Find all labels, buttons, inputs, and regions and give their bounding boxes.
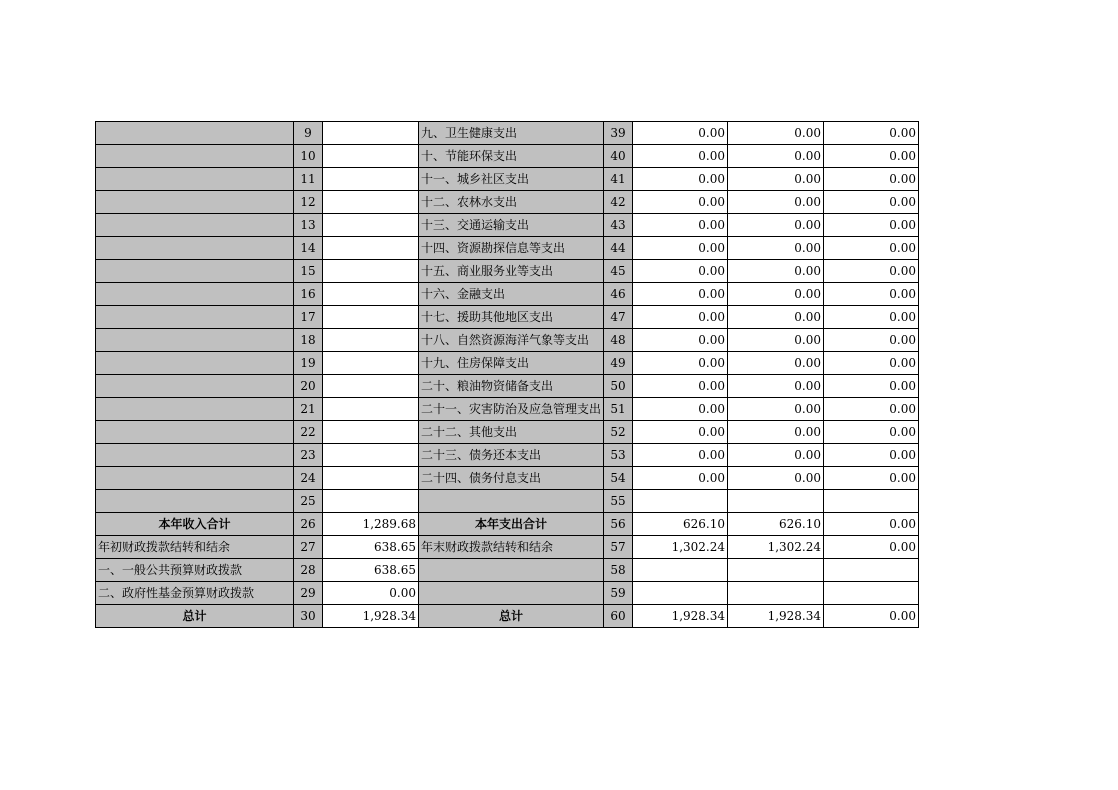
income-amount-cell: [323, 168, 419, 191]
income-amount-cell: 0.00: [323, 582, 419, 605]
expense-item-cell: 十六、金融支出: [419, 283, 604, 306]
expense-basic-cell: 1,928.34: [728, 605, 824, 628]
income-item-cell: [96, 375, 294, 398]
expense-project-cell: 0.00: [824, 513, 919, 536]
expense-item-cell: [419, 559, 604, 582]
expense-item-cell: 十九、住房保障支出: [419, 352, 604, 375]
expense-project-cell: 0.00: [824, 421, 919, 444]
income-item-cell: 年初财政拨款结转和结余: [96, 536, 294, 559]
income-amount-cell: [323, 145, 419, 168]
expense-row-number-cell: 40: [604, 145, 633, 168]
income-amount-cell: 638.65: [323, 536, 419, 559]
expense-row-number-cell: 43: [604, 214, 633, 237]
income-row-number-cell: 15: [294, 260, 323, 283]
expense-basic-cell: 0.00: [728, 467, 824, 490]
expense-project-cell: 0.00: [824, 467, 919, 490]
income-row-number-cell: 28: [294, 559, 323, 582]
income-amount-cell: [323, 214, 419, 237]
expense-project-cell: [824, 582, 919, 605]
expense-basic-cell: 0.00: [728, 444, 824, 467]
table-row: [96, 467, 919, 490]
expense-total-cell: 1,302.24: [633, 536, 728, 559]
income-item-cell: [96, 191, 294, 214]
table-row: [96, 444, 919, 467]
expense-project-cell: 0.00: [824, 122, 919, 145]
expense-item-cell: [419, 582, 604, 605]
expense-row-number-cell: 59: [604, 582, 633, 605]
expense-row-number-cell: 47: [604, 306, 633, 329]
expense-item-cell: 二十三、债务还本支出: [419, 444, 604, 467]
expense-row-number-cell: 44: [604, 237, 633, 260]
income-item-cell: [96, 421, 294, 444]
expense-item-cell: 年末财政拨款结转和结余: [419, 536, 604, 559]
income-amount-cell: [323, 237, 419, 260]
expense-total-cell: 0.00: [633, 467, 728, 490]
budget-table-body: [96, 122, 919, 628]
expense-row-number-cell: 51: [604, 398, 633, 421]
table-row: [96, 168, 919, 191]
income-amount-cell: [323, 191, 419, 214]
income-amount-cell: [323, 306, 419, 329]
income-item-cell: [96, 214, 294, 237]
expense-item-cell: 十三、交通运输支出: [419, 214, 604, 237]
income-amount-cell: [323, 352, 419, 375]
income-amount-cell: [323, 467, 419, 490]
expense-row-number-cell: 48: [604, 329, 633, 352]
expense-project-cell: 0.00: [824, 605, 919, 628]
income-row-number-cell: 26: [294, 513, 323, 536]
expense-row-number-cell: 42: [604, 191, 633, 214]
income-item-cell: [96, 329, 294, 352]
expense-project-cell: 0.00: [824, 214, 919, 237]
expense-basic-cell: 0.00: [728, 398, 824, 421]
expense-row-number-cell: 58: [604, 559, 633, 582]
expense-basic-cell: 0.00: [728, 145, 824, 168]
income-item-cell: 总计: [96, 605, 294, 628]
expense-row-number-cell: 50: [604, 375, 633, 398]
income-row-number-cell: 23: [294, 444, 323, 467]
expense-project-cell: [824, 559, 919, 582]
table-row: [96, 513, 919, 536]
income-amount-cell: 638.65: [323, 559, 419, 582]
expense-total-cell: 0.00: [633, 122, 728, 145]
expense-item-cell: 二十四、债务付息支出: [419, 467, 604, 490]
expense-total-cell: [633, 582, 728, 605]
expense-item-cell: 十二、农林水支出: [419, 191, 604, 214]
expense-row-number-cell: 54: [604, 467, 633, 490]
expense-row-number-cell: 53: [604, 444, 633, 467]
expense-total-cell: 0.00: [633, 421, 728, 444]
expense-basic-cell: 0.00: [728, 352, 824, 375]
table-row: [96, 237, 919, 260]
expense-row-number-cell: 52: [604, 421, 633, 444]
income-row-number-cell: 10: [294, 145, 323, 168]
expense-total-cell: 0.00: [633, 283, 728, 306]
expense-project-cell: 0.00: [824, 283, 919, 306]
expense-row-number-cell: 57: [604, 536, 633, 559]
income-row-number-cell: 30: [294, 605, 323, 628]
income-amount-cell: [323, 283, 419, 306]
expense-total-cell: 0.00: [633, 444, 728, 467]
expense-project-cell: 0.00: [824, 191, 919, 214]
income-item-cell: [96, 168, 294, 191]
income-item-cell: [96, 306, 294, 329]
expense-project-cell: 0.00: [824, 237, 919, 260]
income-item-cell: [96, 122, 294, 145]
expense-project-cell: 0.00: [824, 306, 919, 329]
expense-row-number-cell: 56: [604, 513, 633, 536]
expense-item-cell: 本年支出合计: [419, 513, 604, 536]
expense-total-cell: 0.00: [633, 168, 728, 191]
income-item-cell: [96, 398, 294, 421]
income-row-number-cell: 20: [294, 375, 323, 398]
table-row: [96, 191, 919, 214]
expense-total-cell: 0.00: [633, 214, 728, 237]
table-row: [96, 214, 919, 237]
table-row: [96, 352, 919, 375]
table-row: [96, 306, 919, 329]
table-row: [96, 605, 919, 628]
expense-row-number-cell: 45: [604, 260, 633, 283]
expense-basic-cell: [728, 490, 824, 513]
table-row: [96, 536, 919, 559]
expense-item-cell: [419, 490, 604, 513]
table-row: [96, 260, 919, 283]
expense-row-number-cell: 60: [604, 605, 633, 628]
table-row: [96, 375, 919, 398]
income-row-number-cell: 14: [294, 237, 323, 260]
expense-basic-cell: 0.00: [728, 306, 824, 329]
income-item-cell: [96, 444, 294, 467]
table-row: [96, 490, 919, 513]
income-item-cell: [96, 283, 294, 306]
income-row-number-cell: 12: [294, 191, 323, 214]
expense-item-cell: 二十一、灾害防治及应急管理支出: [419, 398, 604, 421]
table-row: [96, 398, 919, 421]
income-amount-cell: [323, 398, 419, 421]
expense-basic-cell: 1,302.24: [728, 536, 824, 559]
income-row-number-cell: 19: [294, 352, 323, 375]
income-amount-cell: 1,289.68: [323, 513, 419, 536]
table-row: [96, 329, 919, 352]
expense-basic-cell: 0.00: [728, 122, 824, 145]
expense-total-cell: 0.00: [633, 237, 728, 260]
income-item-cell: 二、政府性基金预算财政拨款: [96, 582, 294, 605]
expense-row-number-cell: 55: [604, 490, 633, 513]
income-row-number-cell: 13: [294, 214, 323, 237]
expense-project-cell: 0.00: [824, 398, 919, 421]
expense-basic-cell: 0.00: [728, 283, 824, 306]
expense-row-number-cell: 49: [604, 352, 633, 375]
expense-total-cell: 626.10: [633, 513, 728, 536]
expense-basic-cell: [728, 559, 824, 582]
income-row-number-cell: 9: [294, 122, 323, 145]
income-item-cell: 一、一般公共预算财政拨款: [96, 559, 294, 582]
expense-total-cell: [633, 559, 728, 582]
income-amount-cell: [323, 375, 419, 398]
income-row-number-cell: 24: [294, 467, 323, 490]
table-row: [96, 559, 919, 582]
expense-project-cell: 0.00: [824, 145, 919, 168]
expense-project-cell: 0.00: [824, 329, 919, 352]
expense-item-cell: 十、节能环保支出: [419, 145, 604, 168]
expense-total-cell: 0.00: [633, 191, 728, 214]
expense-basic-cell: [728, 582, 824, 605]
expense-project-cell: 0.00: [824, 375, 919, 398]
expense-basic-cell: 0.00: [728, 168, 824, 191]
income-amount-cell: [323, 444, 419, 467]
expense-item-cell: 十八、自然资源海洋气象等支出: [419, 329, 604, 352]
expense-basic-cell: 0.00: [728, 421, 824, 444]
expense-basic-cell: 0.00: [728, 260, 824, 283]
expense-item-cell: 二十、粮油物资储备支出: [419, 375, 604, 398]
income-row-number-cell: 27: [294, 536, 323, 559]
income-item-cell: [96, 260, 294, 283]
expense-basic-cell: 0.00: [728, 329, 824, 352]
income-row-number-cell: 25: [294, 490, 323, 513]
income-amount-cell: [323, 260, 419, 283]
table-row: [96, 283, 919, 306]
income-item-cell: [96, 490, 294, 513]
income-row-number-cell: 16: [294, 283, 323, 306]
expense-item-cell: 总计: [419, 605, 604, 628]
income-amount-cell: [323, 490, 419, 513]
expense-project-cell: 0.00: [824, 536, 919, 559]
expense-project-cell: 0.00: [824, 444, 919, 467]
income-amount-cell: [323, 421, 419, 444]
expense-total-cell: 0.00: [633, 145, 728, 168]
table-row: [96, 145, 919, 168]
table-row: [96, 582, 919, 605]
expense-basic-cell: 626.10: [728, 513, 824, 536]
expense-project-cell: [824, 490, 919, 513]
expense-total-cell: 0.00: [633, 306, 728, 329]
expense-item-cell: 十五、商业服务业等支出: [419, 260, 604, 283]
expense-basic-cell: 0.00: [728, 375, 824, 398]
income-item-cell: 本年收入合计: [96, 513, 294, 536]
income-amount-cell: [323, 122, 419, 145]
expense-item-cell: 十七、援助其他地区支出: [419, 306, 604, 329]
income-row-number-cell: 17: [294, 306, 323, 329]
income-amount-cell: 1,928.34: [323, 605, 419, 628]
income-item-cell: [96, 352, 294, 375]
expense-total-cell: 0.00: [633, 375, 728, 398]
income-row-number-cell: 29: [294, 582, 323, 605]
expense-row-number-cell: 41: [604, 168, 633, 191]
expense-total-cell: [633, 490, 728, 513]
expense-project-cell: 0.00: [824, 352, 919, 375]
expense-project-cell: 0.00: [824, 260, 919, 283]
expense-item-cell: 九、卫生健康支出: [419, 122, 604, 145]
income-item-cell: [96, 145, 294, 168]
expense-project-cell: 0.00: [824, 168, 919, 191]
expense-total-cell: 0.00: [633, 352, 728, 375]
table-row: [96, 122, 919, 145]
income-item-cell: [96, 467, 294, 490]
expense-item-cell: 十一、城乡社区支出: [419, 168, 604, 191]
income-row-number-cell: 18: [294, 329, 323, 352]
expense-row-number-cell: 39: [604, 122, 633, 145]
expense-item-cell: 二十二、其他支出: [419, 421, 604, 444]
income-row-number-cell: 11: [294, 168, 323, 191]
expense-total-cell: 0.00: [633, 260, 728, 283]
expense-row-number-cell: 46: [604, 283, 633, 306]
income-amount-cell: [323, 329, 419, 352]
expense-basic-cell: 0.00: [728, 237, 824, 260]
income-row-number-cell: 21: [294, 398, 323, 421]
expense-item-cell: 十四、资源勘探信息等支出: [419, 237, 604, 260]
expense-total-cell: 0.00: [633, 329, 728, 352]
income-item-cell: [96, 237, 294, 260]
expense-basic-cell: 0.00: [728, 214, 824, 237]
table-row: [96, 421, 919, 444]
expense-basic-cell: 0.00: [728, 191, 824, 214]
expense-total-cell: 0.00: [633, 398, 728, 421]
expense-total-cell: 1,928.34: [633, 605, 728, 628]
budget-table: [95, 121, 919, 628]
income-row-number-cell: 22: [294, 421, 323, 444]
